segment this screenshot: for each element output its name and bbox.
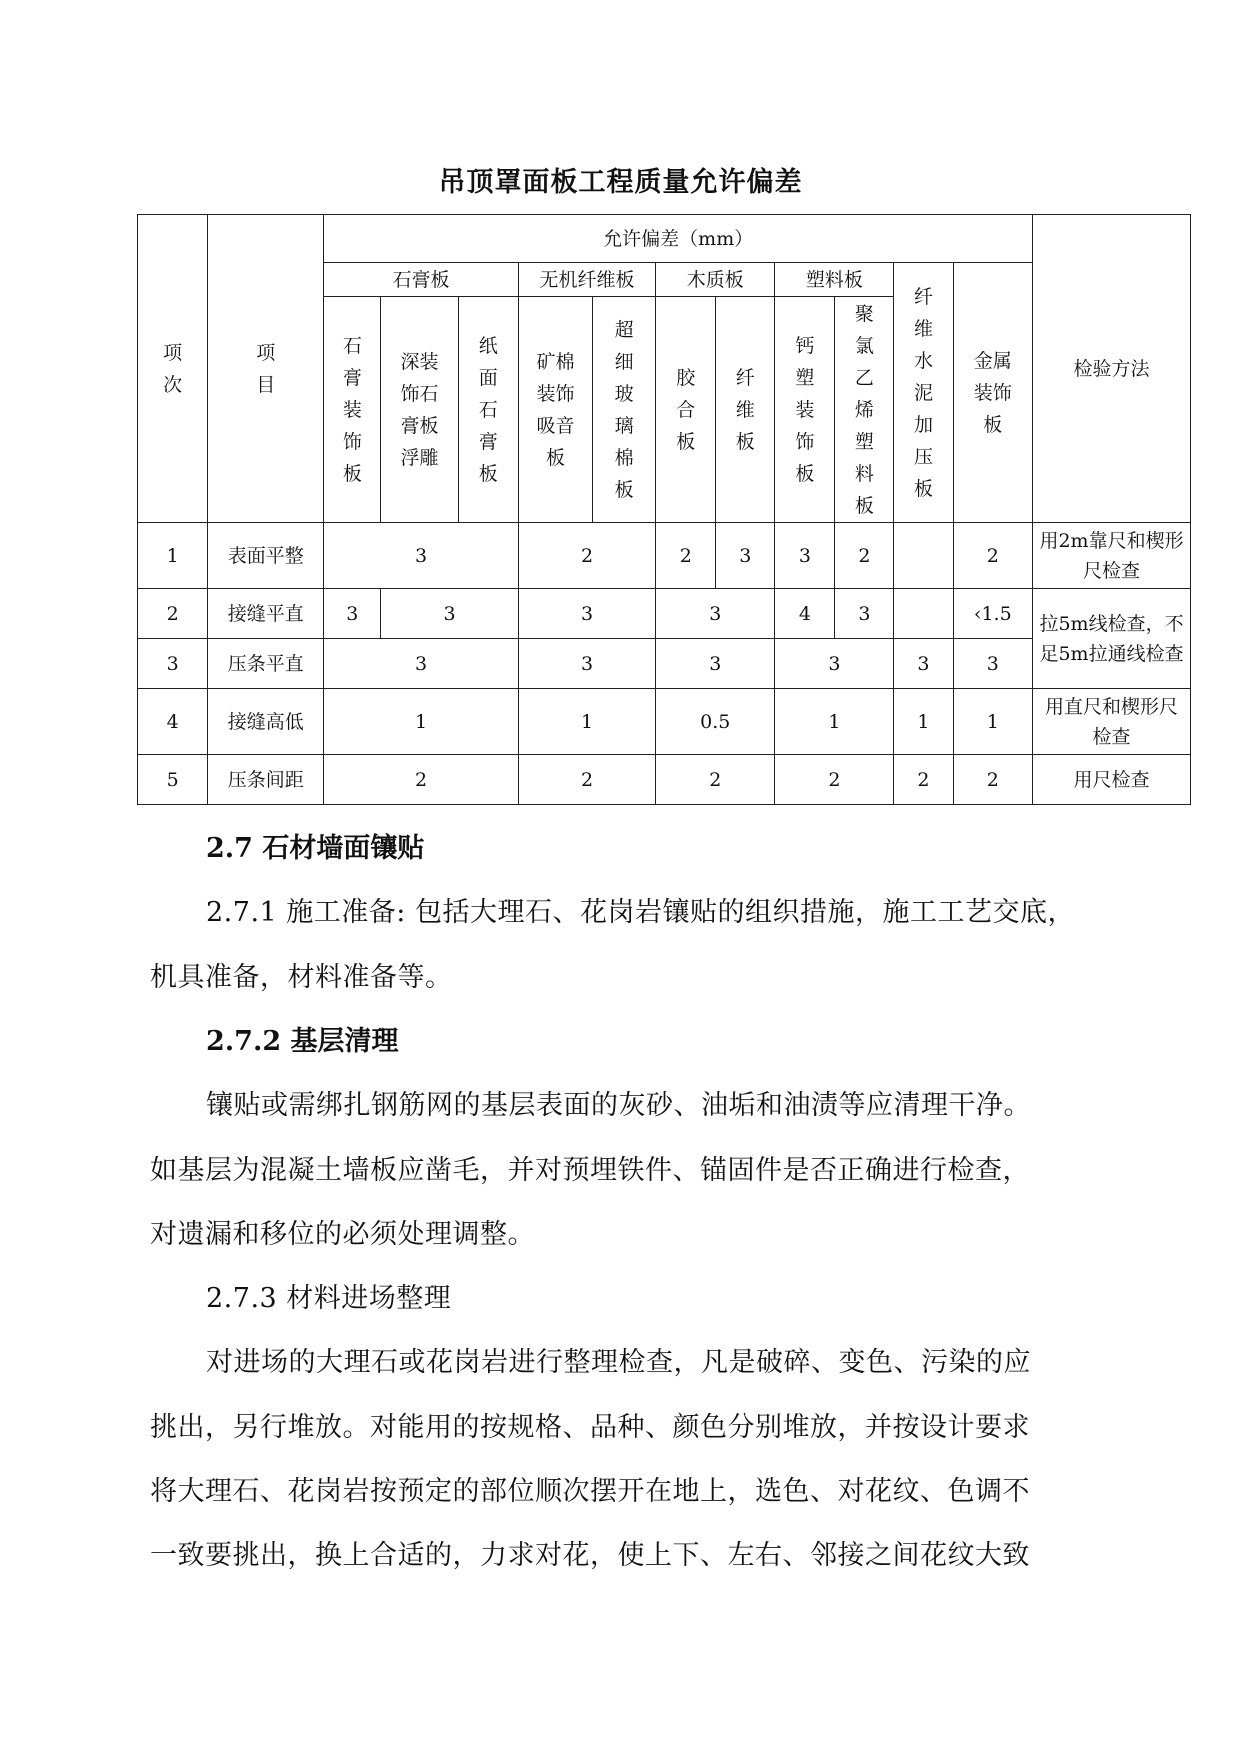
- cell-value: 0.5: [656, 689, 775, 755]
- group-gypsum: 石膏板: [324, 263, 518, 297]
- col-plywood: 胶合板: [656, 297, 716, 523]
- cell-value: 1: [953, 689, 1033, 755]
- row-item: 接缝平直: [208, 589, 324, 639]
- col-deep-gypsum: 深装饰石膏板浮雕: [381, 297, 458, 523]
- cell-method: 用直尺和楔形尺检查: [1033, 689, 1191, 755]
- cell-value: 3: [953, 639, 1033, 689]
- heading-2-7-3: 2.7.3 材料进场整理: [206, 1283, 452, 1314]
- table-row: [138, 589, 1191, 639]
- row-item: 表面平整: [208, 523, 324, 589]
- cell-value: 2: [656, 755, 775, 805]
- cell-value: 3: [518, 589, 655, 639]
- row-item: 接缝高低: [208, 689, 324, 755]
- col-calcium-plastic: 钙塑装饰板: [775, 297, 835, 523]
- cell-value: 2: [953, 523, 1033, 589]
- row-index: 4: [138, 689, 208, 755]
- cell-value: 3: [381, 589, 518, 639]
- cell-value: 2: [324, 755, 518, 805]
- row-item: 压条平直: [208, 639, 324, 689]
- col-gypsum-deco: 石膏装饰板: [324, 297, 381, 523]
- col-metal: 金属装饰板: [953, 263, 1033, 523]
- tolerance-table: [137, 214, 1191, 805]
- heading-2-7: 2.7 石材墙面镶贴: [206, 833, 425, 864]
- row-item: 压条间距: [208, 755, 324, 805]
- para-2-7-3-line1: 对进场的大理石或花岗岩进行整理检查，凡是破碎、变色、污染的应: [206, 1347, 1031, 1378]
- col-glass-wool: 超细玻璃棉板: [593, 297, 656, 523]
- row-index: 1: [138, 523, 208, 589]
- header-allowed: 允许偏差（mm）: [324, 215, 1033, 263]
- cell-value: [894, 523, 953, 589]
- col-pvc: 聚氯乙烯塑料板: [835, 297, 894, 523]
- cell-value: 2: [518, 523, 655, 589]
- cell-value: 3: [656, 589, 775, 639]
- cell-value: 3: [775, 639, 894, 689]
- cell-method: 拉5m线检查，不足5m拉通线检查: [1033, 589, 1191, 689]
- cell-value: 2: [894, 755, 953, 805]
- header-index: 项次: [138, 215, 208, 523]
- cell-value: 1: [894, 689, 953, 755]
- col-fiberboard: 纤维板: [716, 297, 775, 523]
- cell-value: 3: [775, 523, 835, 589]
- cell-value: 2: [953, 755, 1033, 805]
- table-row: [138, 755, 1191, 805]
- group-mineral-fiber: 无机纤维板: [518, 263, 655, 297]
- cell-value: 3: [324, 589, 381, 639]
- header-method: 检验方法: [1033, 215, 1191, 523]
- cell-value: ‹1.5: [953, 589, 1033, 639]
- cell-value: 1: [324, 689, 518, 755]
- row-index: 2: [138, 589, 208, 639]
- cell-value: [894, 589, 953, 639]
- cell-value: 2: [835, 523, 894, 589]
- table-row: [138, 523, 1191, 589]
- cell-value: 3: [716, 523, 775, 589]
- para-2-7-3-line3: 将大理石、花岗岩按预定的部位顺次摆开在地上，选色、对花纹、色调不: [150, 1476, 1030, 1507]
- cell-value: 1: [518, 689, 655, 755]
- group-plastic: 塑料板: [775, 263, 894, 297]
- table-title: 吊顶罩面板工程质量允许偏差: [438, 167, 803, 198]
- row-index: 3: [138, 639, 208, 689]
- para-2-7-2-line1: 镶贴或需绑扎钢筋网的基层表面的灰砂、油垢和油渍等应清理干净。: [206, 1090, 1031, 1121]
- cell-value: 2: [518, 755, 655, 805]
- cell-value: 3: [894, 639, 953, 689]
- col-paper-gypsum: 纸面石膏板: [458, 297, 518, 523]
- para-2-7-2-line3: 对遗漏和移位的必须处理调整。: [150, 1219, 535, 1250]
- cell-value: 3: [835, 589, 894, 639]
- table-row: [138, 639, 1191, 689]
- cell-value: 2: [656, 523, 716, 589]
- heading-2-7-2: 2.7.2 基层清理: [206, 1026, 399, 1057]
- cell-method: 用尺检查: [1033, 755, 1191, 805]
- para-2-7-2-line2: 如基层为混凝土墙板应凿毛，并对预埋铁件、锚固件是否正确进行检查，: [150, 1155, 1030, 1186]
- table-row: [138, 689, 1191, 755]
- cell-value: 3: [656, 639, 775, 689]
- cell-value: 3: [518, 639, 655, 689]
- group-wood: 木质板: [656, 263, 775, 297]
- cell-value: 1: [775, 689, 894, 755]
- para-2-7-1-line2: 机具准备，材料准备等。: [150, 962, 453, 993]
- col-mineral-wool: 矿棉装饰吸音板: [518, 297, 592, 523]
- cell-value: 3: [324, 523, 518, 589]
- para-2-7-3-line2: 挑出，另行堆放。对能用的按规格、品种、颜色分别堆放，并按设计要求: [150, 1412, 1030, 1443]
- cell-value: 2: [775, 755, 894, 805]
- para-2-7-3-line4: 一致要挑出，换上合适的，力求对花，使上下、左右、邻接之间花纹大致: [150, 1540, 1030, 1571]
- para-2-7-1-line1: 2.7.1 施工准备: 包括大理石、花岗岩镶贴的组织措施，施工工艺交底，: [206, 897, 1075, 928]
- cell-value: 4: [775, 589, 835, 639]
- header-item: 项目: [208, 215, 324, 523]
- col-fiber-cement: 纤维水泥加压板: [894, 263, 953, 523]
- cell-value: 3: [324, 639, 518, 689]
- row-index: 5: [138, 755, 208, 805]
- cell-method: 用2m靠尺和楔形尺检查: [1033, 523, 1191, 589]
